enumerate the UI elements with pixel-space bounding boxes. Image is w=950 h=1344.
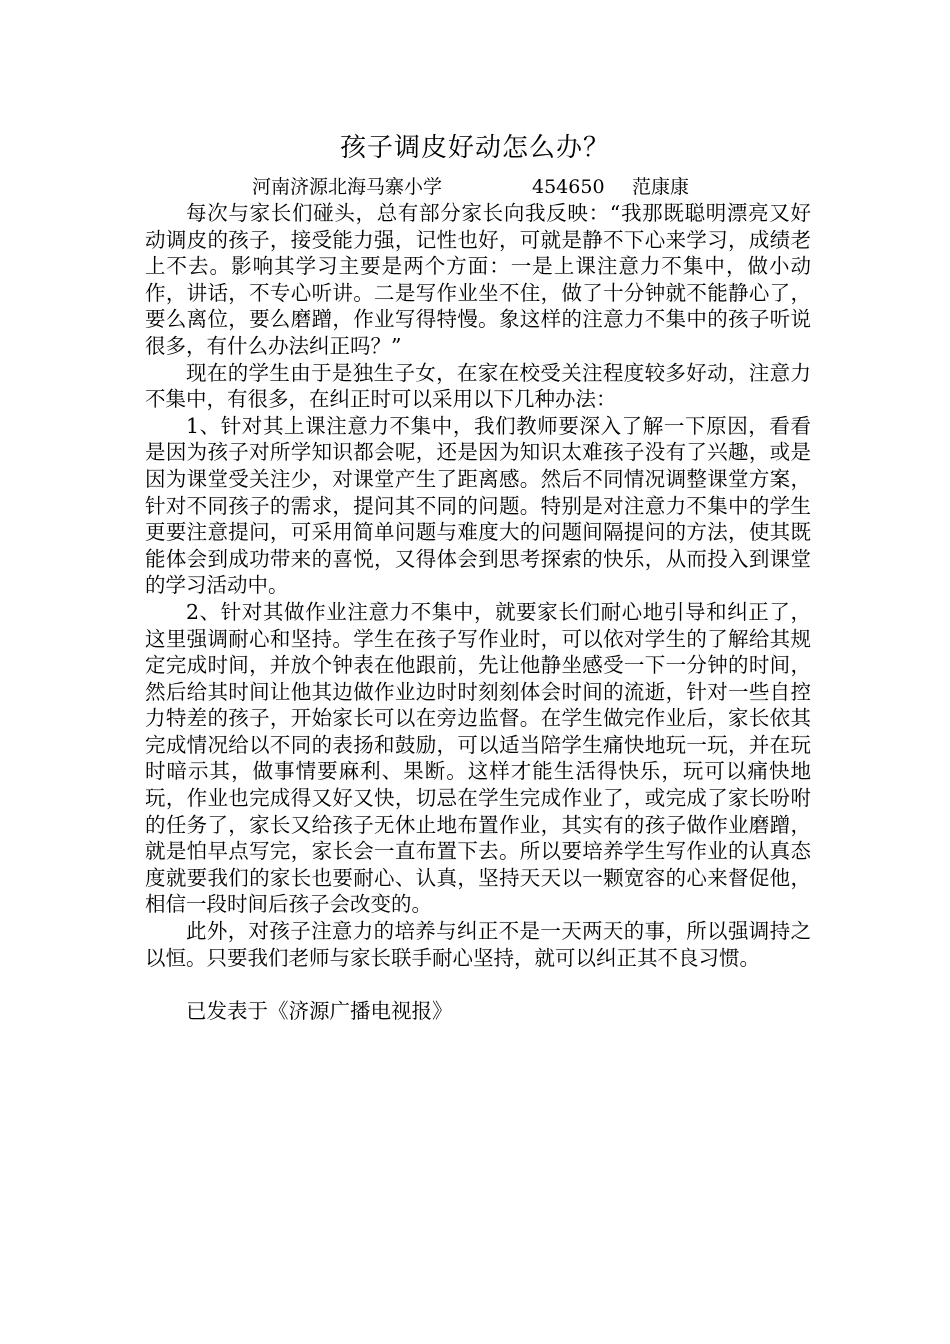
paragraph-conclusion: 此外，对孩子注意力的培养与纠正不是一天两天的事，所以强调持之以恒。只要我们老师与家长联手耐心坚持，就可以纠正其不良习惯。 bbox=[145, 919, 811, 970]
article-body bbox=[145, 200, 811, 1024]
school-postcode: 454650 bbox=[532, 176, 605, 198]
paragraph-overview: 现在的学生由于是独生子女，在家在校受关注程度较多好动，注意力不集中，有很多，在纠正时可以采用以下几种办法： bbox=[145, 360, 811, 412]
author-name: 范康康 bbox=[632, 176, 690, 198]
paragraph-method-1: 1、针对其上课注意力不集中，我们教师要深入了解一下原因，看看是因为孩子对所学知识都会呢，还是因为知识太难孩子没有了兴趣，或是因为课堂受关注少，对课堂产生了距离感。然后不同情况调整课堂方案，针对不同孩子的需求，提问其不同的问题。特别是对注意力不集中的学生更要注意提问，可采用简单问题与难度大的问题间隔提问的方法，使其既能体会到成功带来的喜悦，又得体会到思考探索的快乐，从而投入到课堂的学习活动中。 bbox=[145, 413, 811, 598]
author-school: 河南济源北海马寨小学 bbox=[252, 176, 443, 198]
byline bbox=[252, 173, 689, 201]
paragraph-intro: 每次与家长们碰头，总有部分家长向我反映：“我那既聪明漂亮又好动调皮的孩子，接受能力强，记性也好，可就是静不下心来学习，成绩老上不去。影响其学习主要是两个方面：一是上课注意力不集中，做小动作，讲话，不专心听讲。二是写作业坐不住，做了十分钟就不能静心了，要么离位，要么磨蹭，作业写得特慢。象这样的注意力不集中的孩子听说很多，有什么办法纠正吗？” bbox=[145, 201, 811, 358]
paragraph-method-2: 2、针对其做作业注意力不集中，就要家长们耐心地引导和纠正了，这里强调耐心和坚持。学生在孩子写作业时，可以依对学生的了解给其规定完成时间，并放个钟表在他跟前，先让他静坐感受一下一分钟的时间，然后给其时间让他其边做作业边时时刻刻体会时间的流逝，针对一些自控力特差的孩子，开始家长可以在旁边监督。在学生做完作业后，家长依其完成情况给以不同的表扬和鼓励，可以适当陪学生痛快地玩一玩，并在玩时暗示其，做事情要麻利、果断。这样才能生活得快乐，玩可以痛快地玩，作业也完成得又好又快，切忌在学生完成作业了，或完成了家长吩咐的任务了，家长又给孩子无休止地布置作业，其实有的孩子做作业磨蹭，就是怕早点写完，家长会一直布置下去。所以要培养学生写作业的认真态度就要我们的家长也要耐心、认真，坚持天天以一颗宽容的心来督促他，相信一段时间后孩子会改变的。 bbox=[145, 599, 811, 917]
blank-line bbox=[145, 971, 811, 998]
publication-note: 已发表于《济源广播电视报》 bbox=[186, 998, 453, 1023]
document-title: 孩子调皮好动怎么办？ bbox=[339, 133, 610, 163]
